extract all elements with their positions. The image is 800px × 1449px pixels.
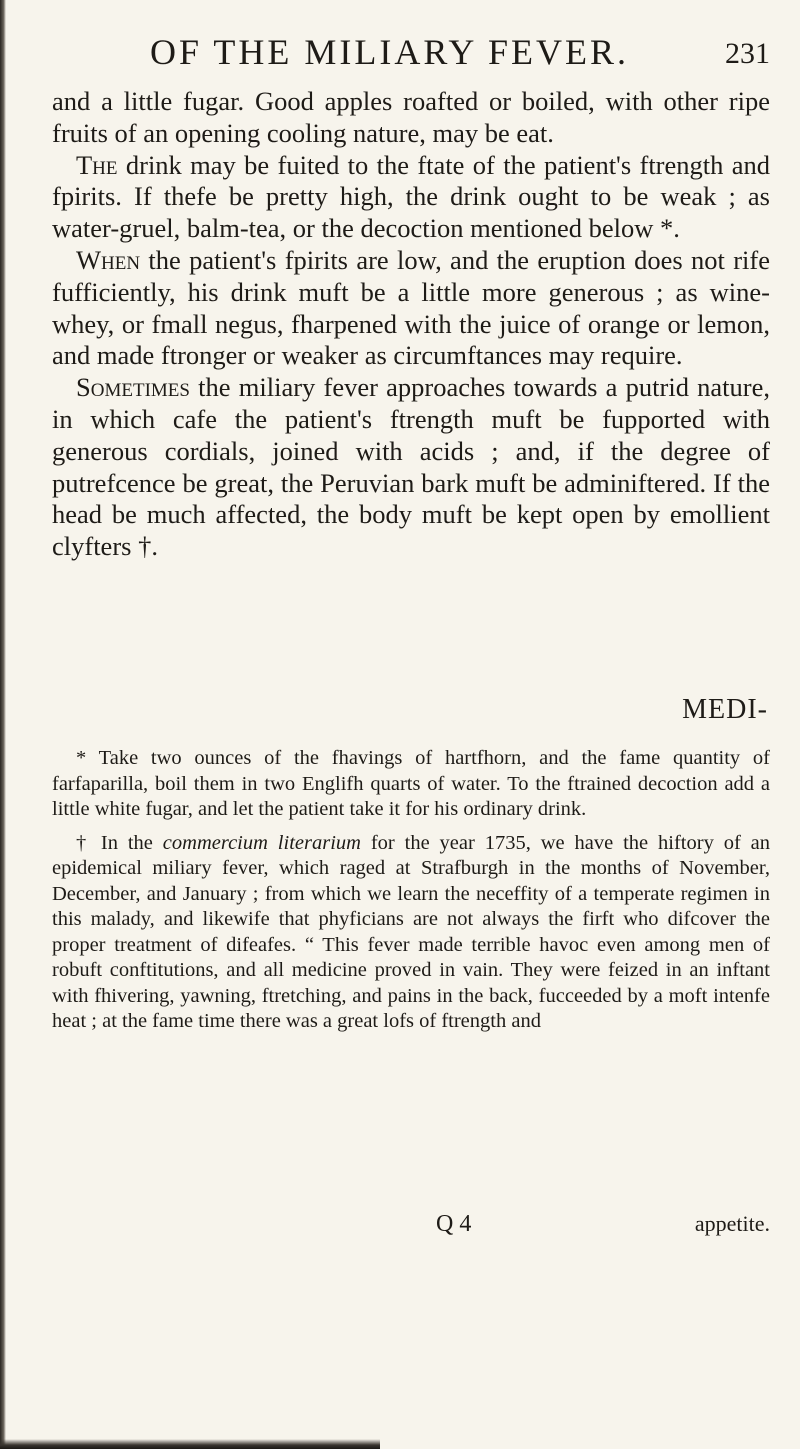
paragraph-4 <box>52 372 770 563</box>
paragraph-3-lead: When <box>76 244 141 275</box>
paragraph-2 <box>52 150 770 245</box>
signature-mark: Q 4 <box>436 1211 472 1237</box>
page-header <box>0 30 800 80</box>
paragraph-1: and a little fugar. Good apples roafted or boiled, with other ripe fruits of an opening cooling nature, may be eat. <box>52 86 770 148</box>
running-title: OF THE MILIARY FEVER. <box>150 32 630 72</box>
catchword-line <box>0 693 800 727</box>
footnote-2-pre: † In the <box>76 831 163 854</box>
catchword: MEDI- <box>682 694 768 725</box>
paragraph-4-text: the miliary fever approaches towards a putrid nature, in which cafe the patient's ftrength muft be fupported with generous cordials, joined with acids ; and, if the degree of putrefcence be great, the Peruvian bark muft be adminiftered. If the head be much affected, the body muft be kept open by emollient clyfters †. <box>52 372 770 562</box>
footnote-2-italic: commercium literarium <box>162 831 361 854</box>
paragraph-2-text: drink may be fuited to the ftate of the patient's ftrength and fpirits. If thefe be pretty high, the drink ought to be weak ; as water-gruel, balm-tea, or the decoction mentioned below *. <box>52 149 770 244</box>
paragraph-2-lead: The <box>76 149 118 180</box>
main-text <box>52 86 770 563</box>
page-number: 231 <box>725 37 770 70</box>
paragraph-4-lead: Sometimes <box>76 372 190 403</box>
footer-catchword: appetite. <box>694 1211 770 1236</box>
footnote-1: * Take two ounces of the fhavings of hartfhorn, and the fame quantity of farfaparilla, boil them in two Englifh quarts of water. To the ftrained decoction add a little white fugar, and let the patient take it for his ordinary drink. <box>52 747 770 820</box>
paragraph-3-text: the patient's fpirits are low, and the eruption does not rife fufficiently, his drink muft be a little more generous ; as wine-whey, or fmall negus, fharpened with the juice of orange or lemon, and made ftronger or weaker as circumftances may require. <box>52 244 770 371</box>
paragraph-3 <box>52 245 770 372</box>
scan-edge-bottom <box>0 1439 380 1449</box>
footnote-2-text: for the year 1735, we have the hiftory of an epidemical miliary fever, which raged at Strafburgh in the months of November, December, and January ; from which we learn the neceffity of a temperate regimen in this malady, and likewife that phyficians are not always the firft who difcover the proper treatment of difeafes. “ This fever made terrible havoc even among men of robuft conftitutions, and all medicine proved in vain. They were feized in an inftant with fhivering, yawning, ftretching, and pains in the back, fucceeded by a moft intenfe heat ; at the fame time there was a great lofs of ftrength and <box>52 831 771 1032</box>
footnote-2 <box>52 831 770 1035</box>
footnotes <box>52 746 770 1035</box>
footer-line <box>0 1210 800 1240</box>
